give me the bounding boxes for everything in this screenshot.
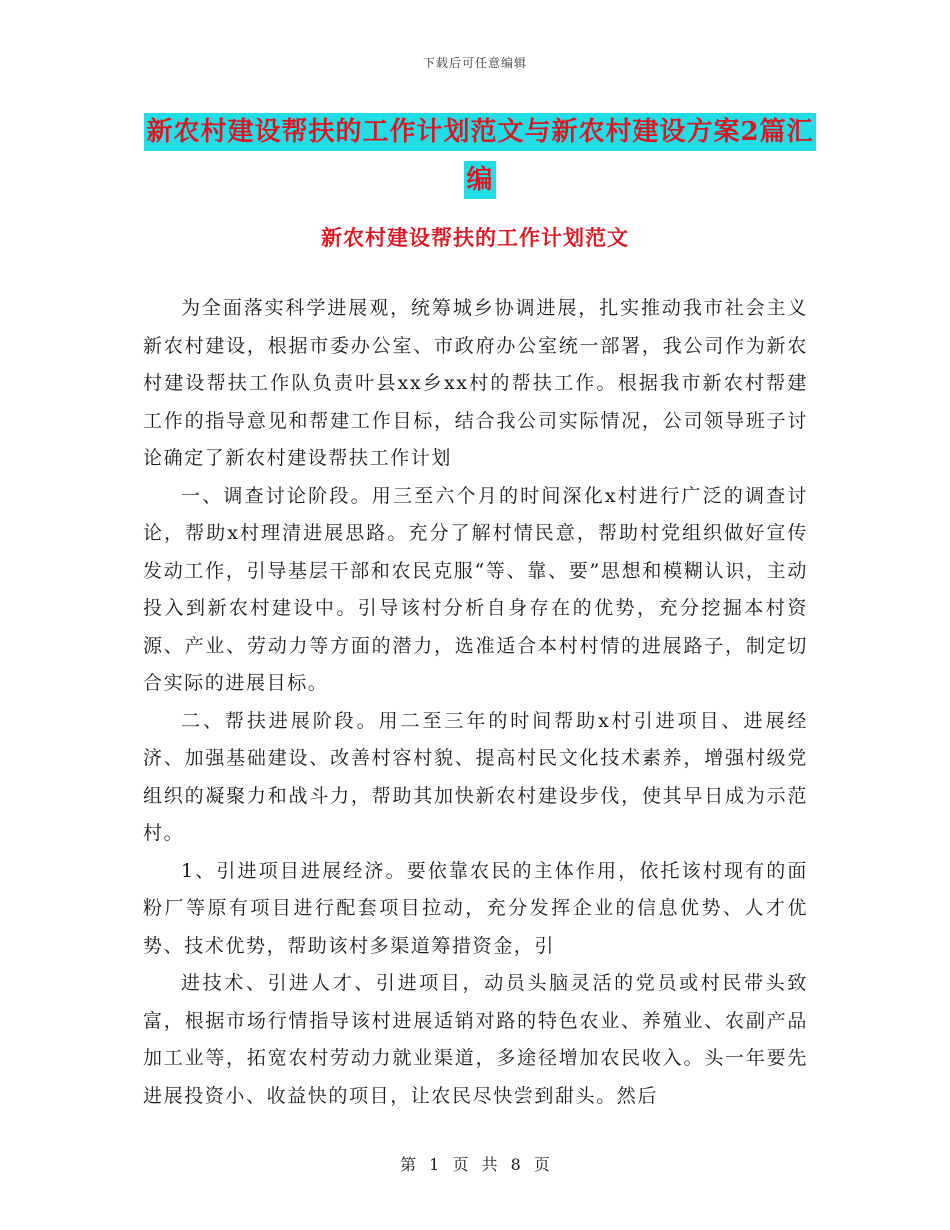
paragraph-intro: 为全面落实科学进展观，统筹城乡协调进展，扎实推动我市社会主义新农村建设，根据市委办公室、市政府办公室统一部署，我公司作为新农村建设帮扶工作队负责叶县xx乡xx村的帮扶工作。根据我市新农村帮建工作的指导意见和帮建工作目标，结合我公司实际情况，公司领导班子讨论确定了新农村建设帮扶工作计划	[143, 297, 808, 469]
document-title	[140, 108, 820, 204]
page-header-note: 下载后可任意编辑	[422, 56, 527, 70]
document-body	[143, 290, 808, 1115]
paragraph-step-two: 二、帮扶进展阶段。用二至三年的时间帮助x村引进项目、进展经济、加强基础建设、改善村容村貌、提高村民文化技术素养，增强村级党组织的凝聚力和战斗力，帮助其加快新农村建设步伐，使其早日成为示范村。	[143, 709, 808, 844]
section-title: 新农村建设帮扶的工作计划范文	[321, 225, 629, 250]
document-title-text: 新农村建设帮扶的工作计划范文与新农村建设方案2篇汇编	[144, 113, 815, 199]
paragraph-item-one-continued: 进技术、引进人才、引进项目，动员头脑灵活的党员或村民带头致富，根据市场行情指导该村进展适销对路的特色农业、养殖业、农副产品加工业等，拓宽农村劳动力就业渠道，多途径增加农民收入。头一年要先进展投资小、收益快的项目，让农民尽快尝到甜头。然后	[143, 972, 808, 1107]
paragraph-step-one: 一、调查讨论阶段。用三至六个月的时间深化x村进行广泛的调查讨论，帮助x村理清进展思路。充分了解村情民意，帮助村党组织做好宣传发动工作，引导基层干部和农民克服“等、靠、要”思想和模糊认识，主动投入到新农村建设中。引导该村分析自身存在的优势，充分挖掘本村资源、产业、劳动力等方面的潜力，选准适合本村村情的进展路子，制定切合实际的进展目标。	[143, 484, 808, 694]
paragraph-item-one: 1、引进项目进展经济。要依靠农民的主体作用，依托该村现有的面粉厂等原有项目进行配套项目拉动，充分发挥企业的信息优势、人才优势、技术优势，帮助该村多渠道筹措资金，引	[143, 859, 808, 957]
page-number-footer: 第 1 页 共 8 页	[400, 1155, 550, 1174]
